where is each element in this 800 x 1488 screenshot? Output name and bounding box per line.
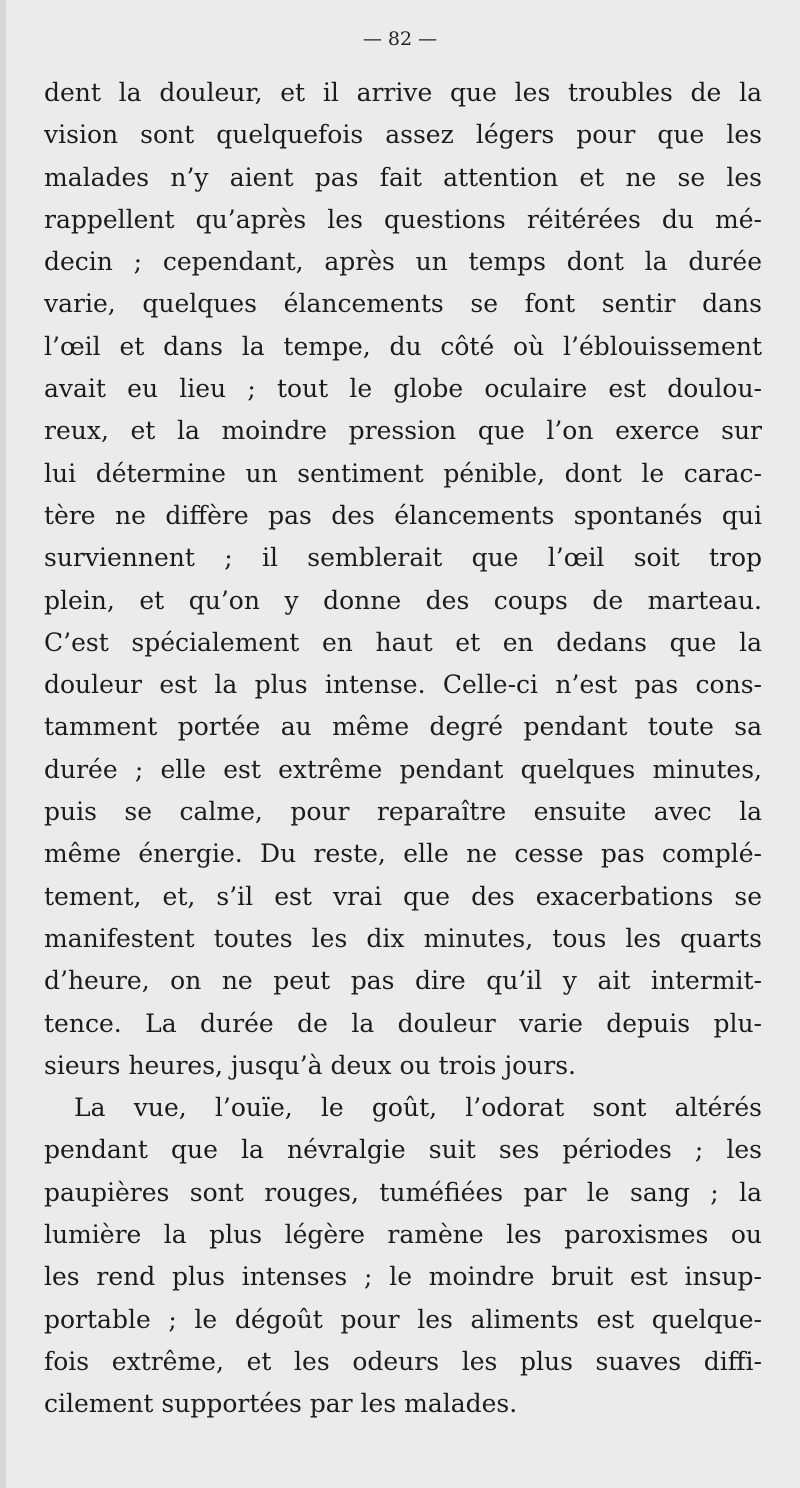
text-line: les rend plus intenses ; le moindre bruit est insup-	[44, 1262, 762, 1292]
text-line: fois extrême, et les odeurs les plus suaves diffi-	[44, 1346, 762, 1376]
page-number: — 82 —	[362, 28, 438, 50]
text-line: l’œil et dans la tempe, du côté où l’éblouissement	[44, 331, 762, 361]
text-line: d’heure, on ne peut pas dire qu’il y ait intermit-	[44, 966, 762, 996]
text-line: C’est spécialement en haut et en dedans que la	[44, 627, 762, 657]
text-line: même énergie. Du reste, elle ne cesse pas complé-	[44, 839, 762, 869]
text-line: lumière la plus légère ramène les paroxismes ou	[44, 1220, 762, 1250]
text-line: malades n’y aient pas fait attention et ne se les	[44, 162, 762, 192]
text-line: decin ; cependant, après un temps dont la durée	[44, 247, 762, 277]
text-line: tamment portée au même degré pendant toute sa	[44, 712, 762, 742]
text-line: avait eu lieu ; tout le globe oculaire est doulou-	[44, 374, 762, 404]
text-line: paupières sont rouges, tuméfiées par le sang ; la	[44, 1177, 762, 1207]
body-text	[44, 72, 762, 1426]
text-line: reux, et la moindre pression que l’on exerce sur	[44, 416, 762, 446]
text-line: tère ne diffère pas des élancements spontanés qui	[44, 500, 762, 530]
text-line: dent la douleur, et il arrive que les troubles de la	[44, 78, 762, 107]
paragraph-1	[44, 72, 762, 1087]
paragraph-2	[44, 1087, 762, 1425]
text-line: manifestent toutes les dix minutes, tous les quarts	[44, 923, 762, 953]
text-line: varie, quelques élancements se font sentir dans	[44, 289, 762, 319]
text-line: puis se calme, pour reparaître ensuite avec la	[44, 797, 762, 827]
text-line: portable ; le dégoût pour les aliments est quelque-	[44, 1304, 762, 1334]
text-line: pendant que la névralgie suit ses périodes ; les	[44, 1135, 762, 1165]
text-line: sieurs heures, jusqu’à deux ou trois jours.	[44, 1050, 576, 1080]
text-line: tement, et, s’il est vrai que des exacerbations se	[44, 881, 762, 911]
text-line: cilement supportées par les malades.	[44, 1389, 518, 1419]
text-line: surviennent ; il semblerait que l’œil soit trop	[44, 543, 762, 573]
text-line: vision sont quelquefois assez légers pour que les	[44, 120, 762, 150]
text-line: La vue, l’ouïe, le goût, l’odorat sont altérés	[74, 1093, 762, 1123]
text-line: rappellent qu’après les questions réitérées du mé-	[44, 204, 762, 234]
text-line: tence. La durée de la douleur varie depuis plu-	[44, 1008, 762, 1038]
text-line: plein, et qu’on y donne des coups de marteau.	[44, 585, 762, 615]
text-line: lui détermine un sentiment pénible, dont le carac-	[44, 458, 762, 488]
text-line: douleur est la plus intense. Celle-ci n’est pas cons-	[44, 670, 762, 700]
text-line: durée ; elle est extrême pendant quelques minutes,	[44, 754, 762, 784]
page-edge-shadow	[0, 0, 6, 1488]
